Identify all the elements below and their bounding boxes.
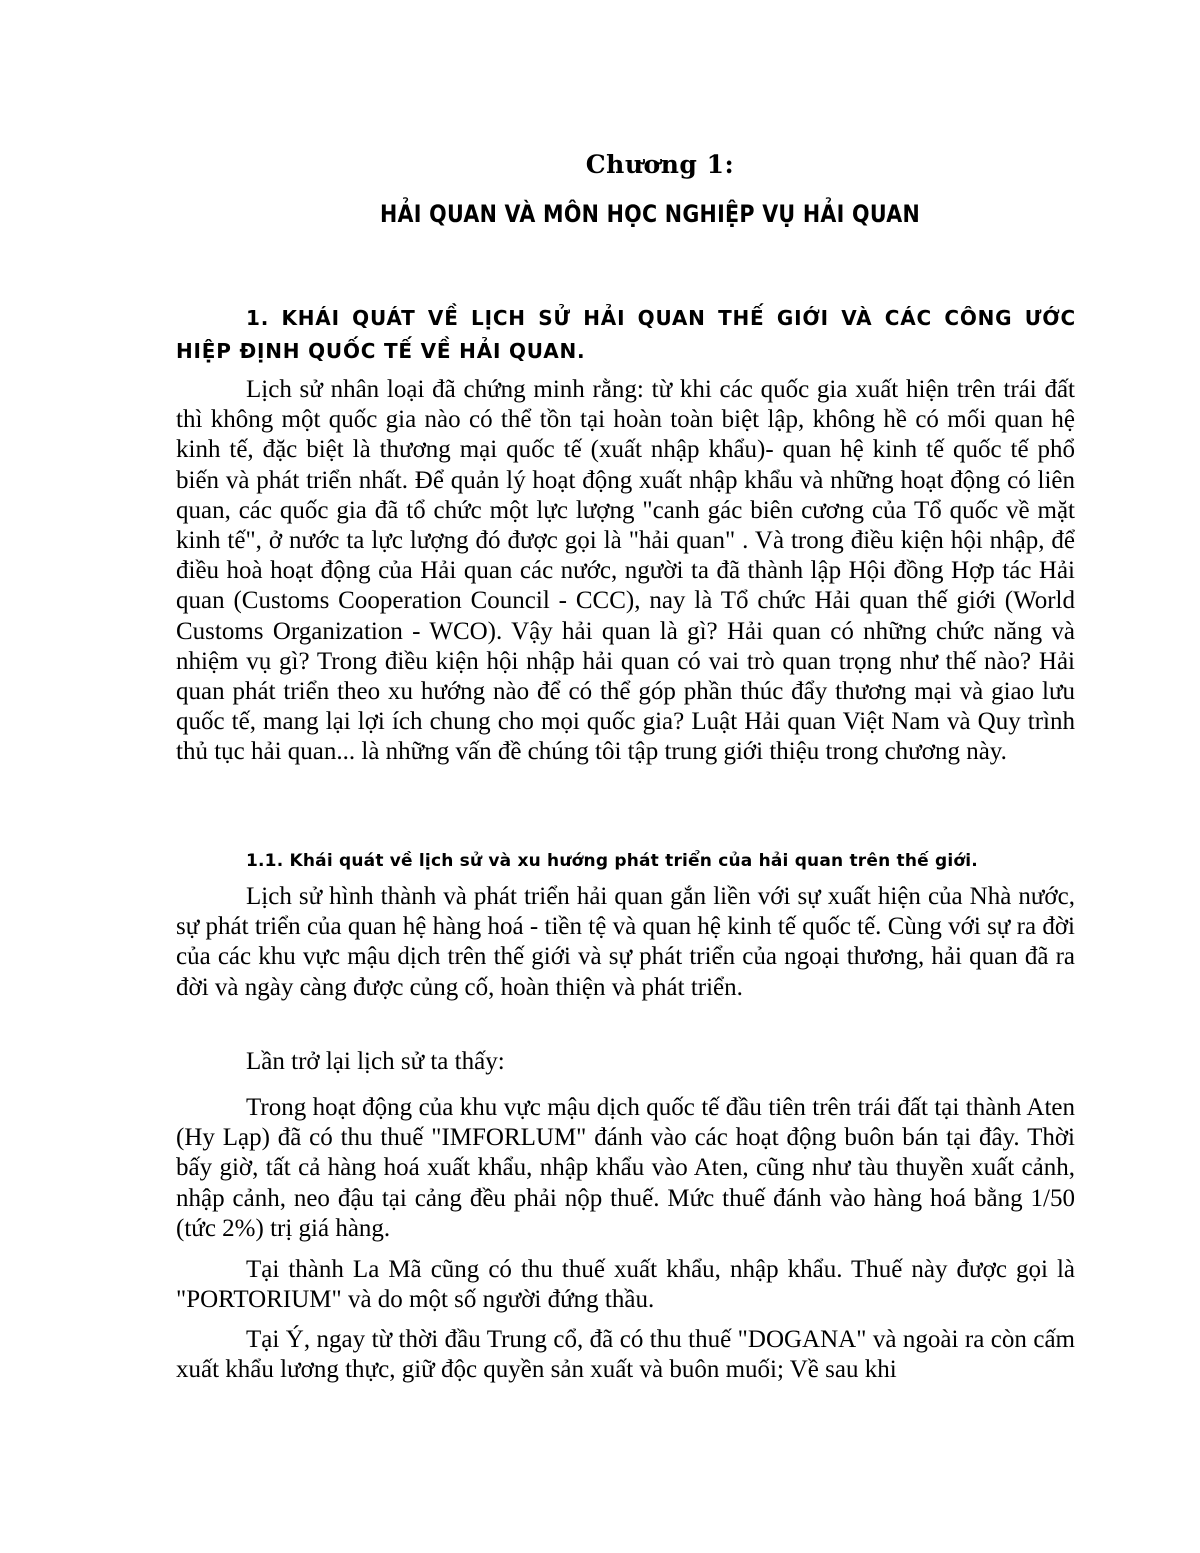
section-1-paragraph: Lịch sử nhân loại đã chứng minh rằng: từ khi các quốc gia xuất hiện trên trái đất thì không một quốc gia nào có thể tồn tại hoàn toàn biệt lập, không hề có mối quan hệ kinh tế, đặc biệt là thương mại quốc tế (xuất nhập khẩu)- quan hệ kinh tế quốc tế phổ biến và phát triển nhất. Để quản lý hoạt động xuất nhập khẩu và những hoạt động có liên quan, các quốc gia đã tổ chức một lực lượng "canh gác biên cương của Tổ quốc về mặt kinh tế", ở nước ta lực lượng đó được gọi là "hải quan" . Và trong điều kiện hội nhập, để điều hoà hoạt động của Hải quan các nước, người ta đã thành lập Hội đồng Hợp tác Hải quan (Customs Cooperation Council - CCC), nay là Tổ chức Hải quan thế giới (World Customs Organization - WCO). Vậy hải quan là gì? Hải quan có những chức năng và nhiệm vụ gì? Trong điều kiện hội nhập hải quan có vai trò quan trọng như thế nào? Hải quan phát triển theo xu hướng nào để có thể góp phần thúc đẩy thương mại và giao lưu quốc tế, mang lại lợi ích chung cho mọi quốc gia? Luật Hải quan Việt Nam và Quy trình thủ tục hải quan... là những vấn đề chúng tôi tập trung giới thiệu trong chương này. <box>176 376 1075 766</box>
chapter-title: HẢI QUAN VÀ MÔN HỌC NGHIỆP VỤ HẢI QUAN <box>380 200 920 228</box>
paragraph-y: Tại Ý, ngay từ thời đầu Trung cổ, đã có thu thuế "DOGANA" và ngoài ra còn cấm xuất khẩu lương thực, giữ độc quyền sản xuất và buôn muối; Về sau khi <box>176 1326 1075 1384</box>
paragraph-la-ma: Tại thành La Mã cũng có thu thuế xuất khẩu, nhập khẩu. Thuế này được gọi là "PORTORIUM" và do một số người đứng thầu. <box>176 1256 1075 1314</box>
paragraph-history-origin: Lịch sử hình thành và phát triển hải quan gắn liền với sự xuất hiện của Nhà nước, sự phát triển của quan hệ hàng hoá - tiền tệ và quan hệ kinh tế quốc tế. Cùng với sự ra đời của các khu vực mậu dịch trên thế giới và sự phát triển của ngoại thương, hải quan đã ra đời và ngày càng được củng cố, hoàn thiện và phát triển. <box>176 883 1075 1001</box>
section-1-1-heading: 1.1. Khái quát về lịch sử và xu hướng phát triển của hải quan trên thế giới. <box>246 851 978 871</box>
section-1-heading: 1. KHÁI QUÁT VỀ LỊCH SỬ HẢI QUAN THẾ GIỚI VÀ CÁC CÔNG ƯỚC HIỆP ĐỊNH QUỐC TẾ VỀ HẢI QUAN. <box>176 306 1076 363</box>
paragraph-look-back: Lần trở lại lịch sử ta thấy: <box>246 1048 505 1075</box>
chapter-label: Chương 1: <box>585 150 735 179</box>
paragraph-aten: Trong hoạt động của khu vực mậu dịch quốc tế đầu tiên trên trái đất tại thành Aten (Hy Lạp) đã có thu thuế "IMFORLUM" đánh vào các hoạt động buôn bán tại đây. Thời bấy giờ, tất cả hàng hoá xuất khẩu, nhập khẩu vào Aten, cũng như tàu thuyền xuất cảnh, nhập cảnh, neo đậu tại cảng đều phải nộp thuế. Mức thuế đánh vào hàng hoá bằng 1/50 (tức 2%) trị giá hàng. <box>176 1094 1075 1242</box>
